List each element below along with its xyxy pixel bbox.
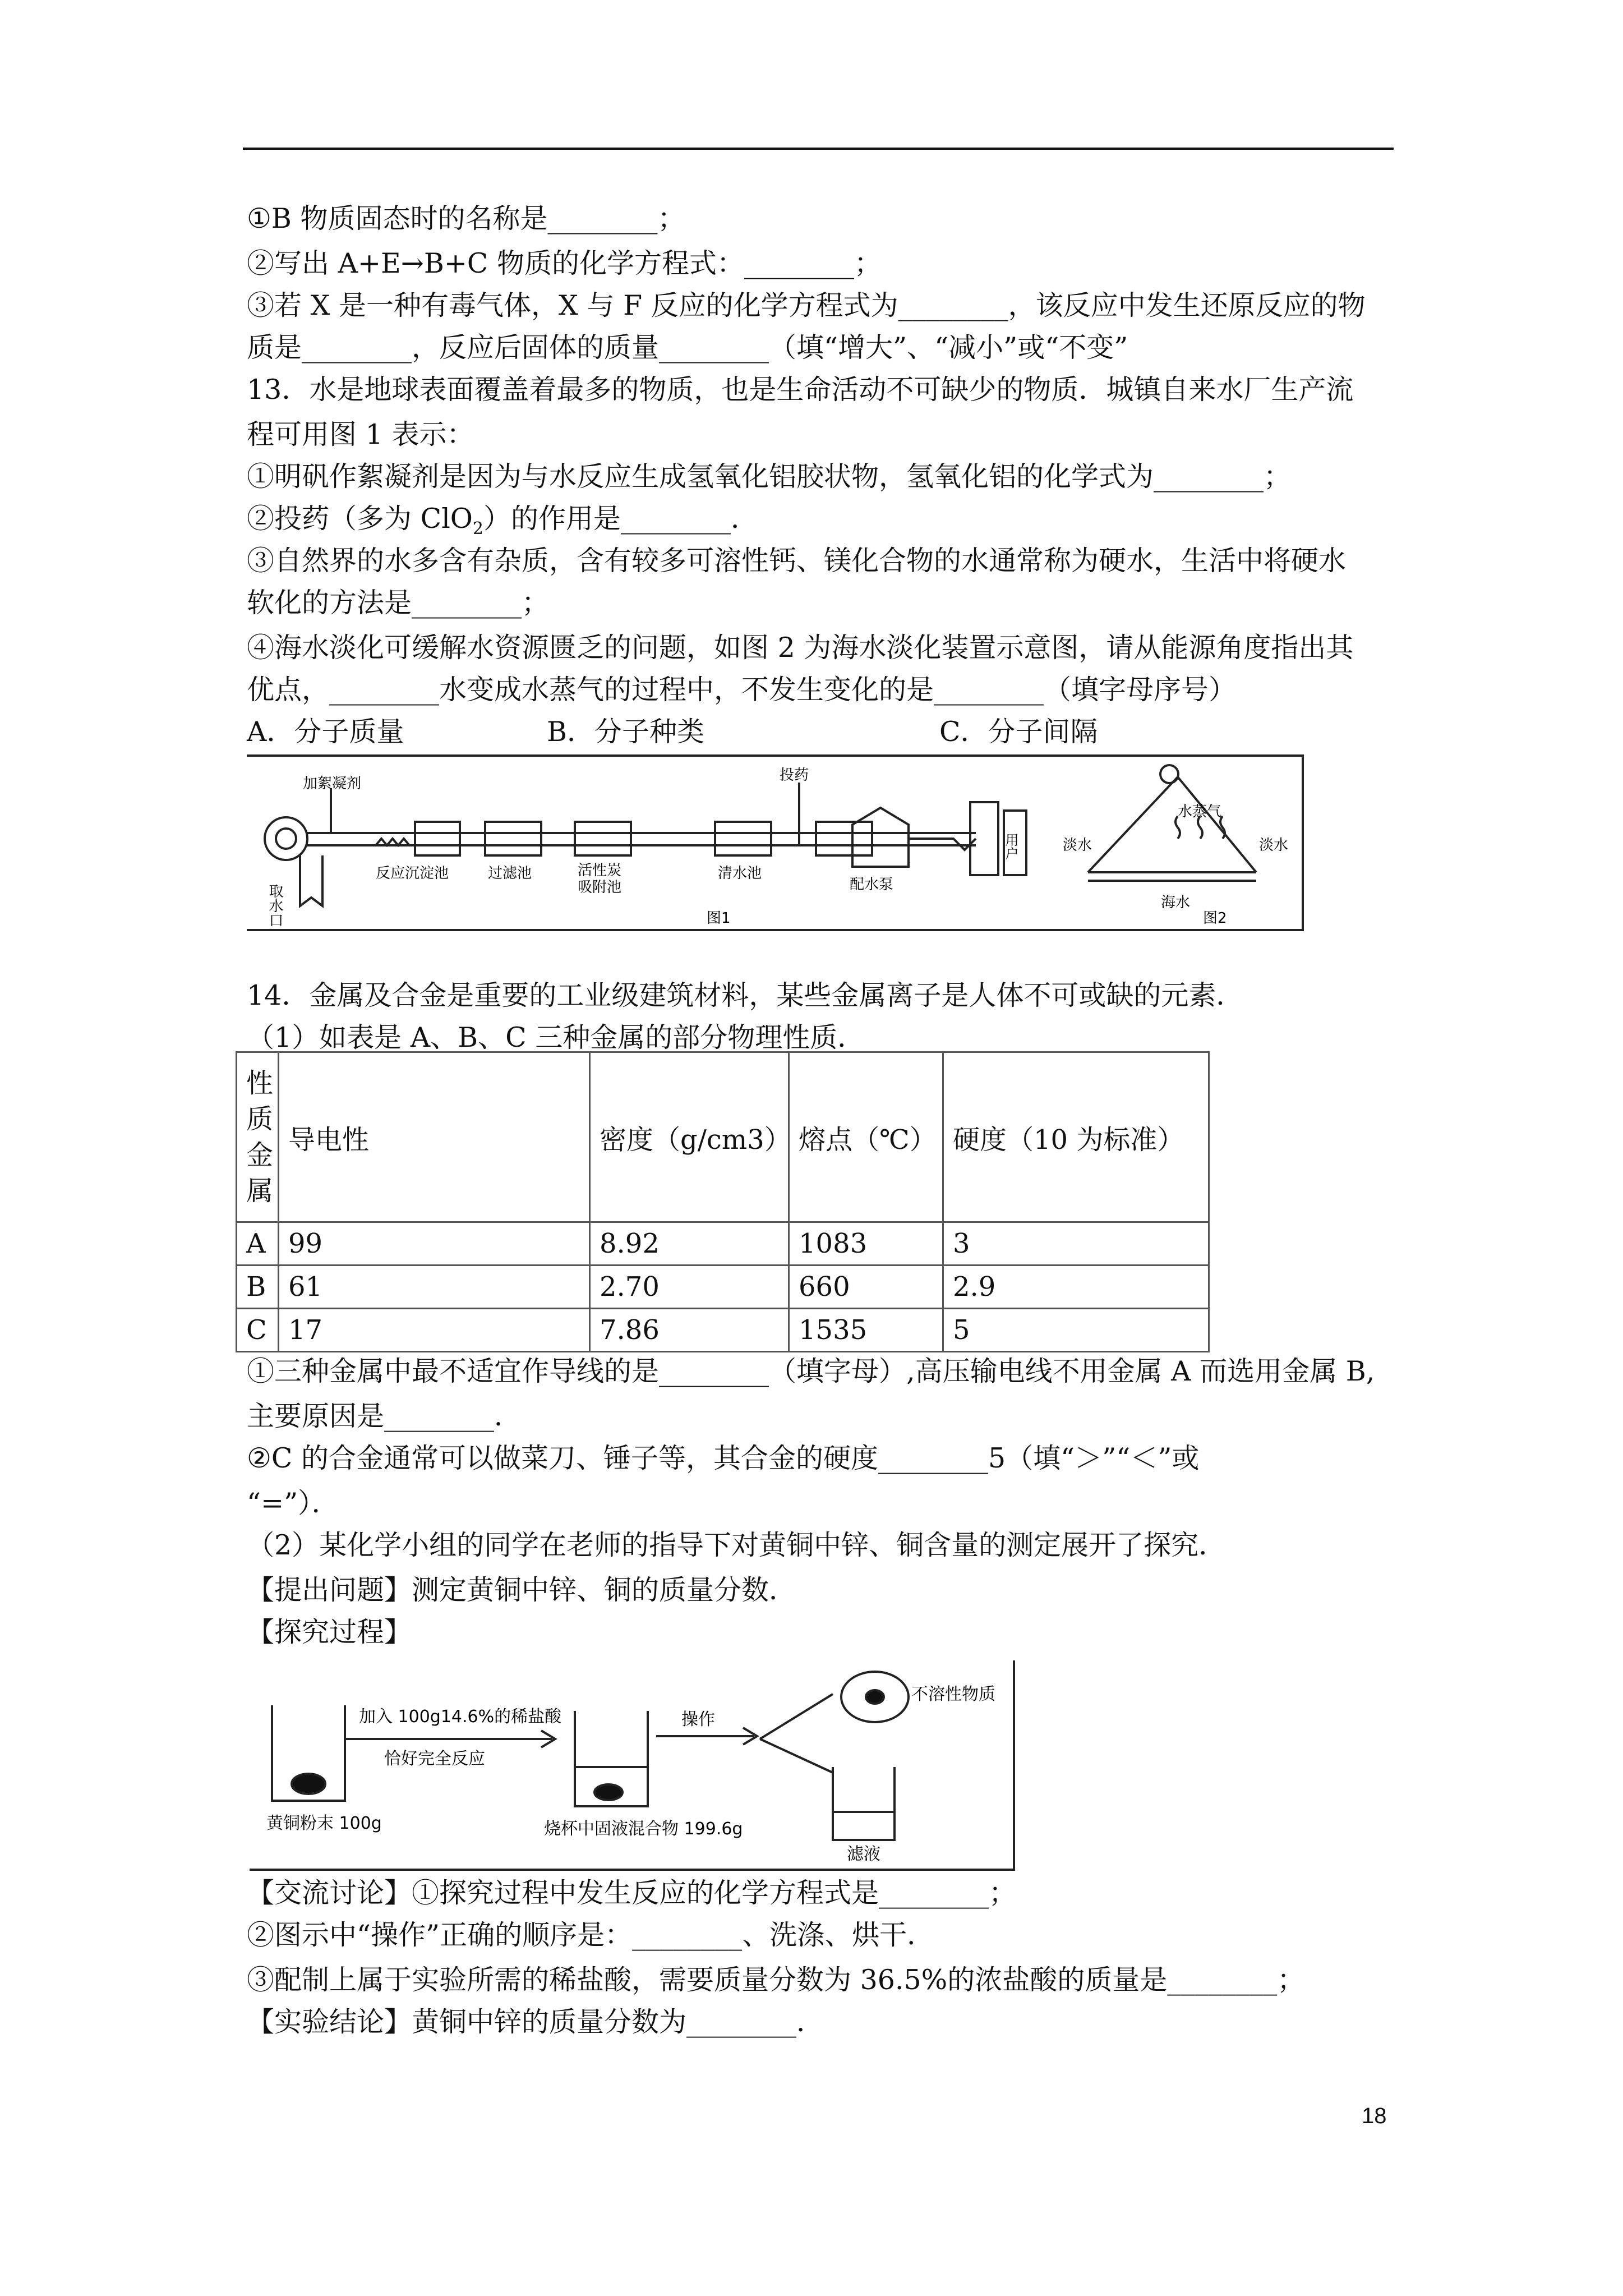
- stage-label: 反应沉淀池: [376, 865, 449, 882]
- intake-label: 取水口: [266, 884, 283, 927]
- text-line: ①B 物质固态时的名称是________；: [247, 203, 685, 234]
- header-cell: 密度（g/cm3）: [590, 1052, 789, 1222]
- fresh-right-label: 淡水: [1259, 837, 1289, 854]
- add-acid-label: 加入 100g14.6%的稀盐酸: [359, 1707, 562, 1727]
- table-cell: 17: [279, 1309, 590, 1352]
- table-cell: 2.9: [943, 1266, 1209, 1309]
- text-line: ③配制上属于实验所需的稀盐酸，需要质量分数为 36.5%的浓盐酸的质量是________；: [247, 1964, 1305, 1996]
- insoluble-label: 不溶性物质: [911, 1685, 995, 1704]
- option-b: B．分子种类: [547, 716, 705, 748]
- corner-cell: [237, 1052, 279, 1222]
- stage-label: 清水池: [718, 865, 762, 882]
- stage-label: 吸附池: [578, 879, 622, 896]
- text-line: ③若 X 是一种有毒气体，X 与 F 反应的化学方程式为________，该反应中发生还原反应的物: [247, 289, 1366, 321]
- header-cell: 导电性: [279, 1052, 590, 1222]
- option-c: C．分子间隔: [939, 716, 1098, 748]
- table-cell: 8.92: [590, 1222, 789, 1266]
- table-cell: B: [237, 1266, 279, 1309]
- table-cell: 660: [789, 1266, 943, 1309]
- table-row: [237, 1266, 1209, 1309]
- table-cell: 7.86: [590, 1309, 789, 1352]
- text-line: 质是________，反应后固体的质量________（填“增大”、“减小”或“不变”: [247, 332, 1128, 364]
- header-cell: 硬度（10 为标准）: [943, 1052, 1209, 1222]
- text-line: ①三种金属中最不适宜作导线的是________（填字母）,高压输电线不用金属 A 而选用金属 B,: [247, 1355, 1375, 1387]
- table-cell: 3: [943, 1222, 1209, 1266]
- experiment-figure: [250, 1660, 1015, 1871]
- table-row: [237, 1309, 1209, 1352]
- text-line: 【探究过程】: [247, 1616, 412, 1648]
- text-line: （2）某化学小组的同学在老师的指导下对黄铜中锌、铜含量的测定展开了探究．: [247, 1529, 1227, 1561]
- corner-text: 性质金属: [246, 1068, 274, 1207]
- stage-label: 活性炭: [578, 862, 622, 879]
- text-line: 优点，________水变成水蒸气的过程中，不发生变化的是________（填字母序号）: [247, 674, 1237, 706]
- brass-label: 黄铜粉末 100g: [266, 1814, 382, 1833]
- sea-label: 海水: [1161, 894, 1191, 911]
- text-line: ③自然界的水多含有杂质，含有较多可溶性钙、镁化合物的水通常称为硬水，生活中将硬水: [247, 545, 1347, 577]
- table-header-row: [237, 1052, 1209, 1222]
- question-14: 14．金属及合金是重要的工业级建筑材料，某些金属离子是人体不可或缺的元素．: [247, 979, 1244, 1011]
- text-line: ②投药（多为 ClO$_2$）的作用是________．: [247, 503, 759, 539]
- page-number: 18: [1362, 2104, 1387, 2128]
- complete-reaction-label: 恰好完全反应: [384, 1749, 485, 1769]
- table-cell: C: [237, 1309, 279, 1352]
- mixture-label: 烧杯中固液混合物 199.6g: [544, 1819, 743, 1839]
- table-cell: 99: [279, 1222, 590, 1266]
- text-line: （1）如表是 A、B、C 三种金属的部分物理性质．: [247, 1022, 865, 1053]
- stage-label: 过滤池: [488, 865, 532, 882]
- filtrate-label: 滤液: [847, 1844, 880, 1864]
- table-cell: 2.70: [590, 1266, 789, 1309]
- dosing-label: 投药: [780, 767, 809, 784]
- question-13: 13．水是地球表面覆盖着最多的物质，也是生命活动不可缺少的物质．城镇自来水厂生产流: [247, 374, 1354, 406]
- text-line: 【交流讨论】①探究过程中发生反应的化学方程式是________；: [247, 1877, 1017, 1909]
- table-cell: 5: [943, 1309, 1209, 1352]
- stage-label: 配水泵: [850, 876, 894, 893]
- table-row: [237, 1222, 1209, 1266]
- water-treatment-figure: [247, 754, 1304, 931]
- text-line: ④海水淡化可缓解水资源匮乏的问题，如图 2 为海水淡化装置示意图，请从能源角度指出其: [247, 632, 1354, 664]
- text-line: 软化的方法是________；: [247, 587, 550, 619]
- text-line: 主要原因是________．: [247, 1400, 522, 1432]
- text-line: 【实验结论】黄铜中锌的质量分数为________．: [247, 2006, 824, 2038]
- text-line: “=”）．: [247, 1487, 339, 1519]
- text-line: 程可用图 1 表示：: [247, 418, 474, 450]
- header-rule: [243, 148, 1394, 150]
- fig2-caption: 图2: [1203, 910, 1227, 927]
- header-cell: 熔点（℃）: [789, 1052, 943, 1222]
- fig1-caption: 图1: [707, 910, 731, 927]
- user-label: 用户: [1003, 833, 1018, 860]
- option-a: A．分子质量: [247, 716, 404, 748]
- metal-properties-table: [236, 1051, 1210, 1352]
- text-line: ②C 的合金通常可以做菜刀、锤子等，其合金的硬度________5（填“＞”“＜”或: [247, 1442, 1200, 1474]
- text-line: ②写出 A+E→B+C 物质的化学方程式：________；: [247, 247, 882, 279]
- text-line: ②图示中“操作”正确的顺序是：________、洗涤、烘干．: [247, 1919, 935, 1951]
- table-cell: 61: [279, 1266, 590, 1309]
- table-cell: A: [237, 1222, 279, 1266]
- fresh-left-label: 淡水: [1063, 837, 1092, 854]
- table-cell: 1083: [789, 1222, 943, 1266]
- vapor-label: 水蒸气: [1178, 803, 1222, 820]
- text-line: ①明矾作絮凝剂是因为与水反应生成氢氧化铝胶状物，氢氧化铝的化学式为________；: [247, 461, 1292, 493]
- table-cell: 1535: [789, 1309, 943, 1352]
- text-line: 【提出问题】测定黄铜中锌、铜的质量分数．: [247, 1574, 797, 1606]
- coagulant-label: 加絮凝剂: [303, 775, 362, 792]
- operation-label: 操作: [681, 1710, 715, 1729]
